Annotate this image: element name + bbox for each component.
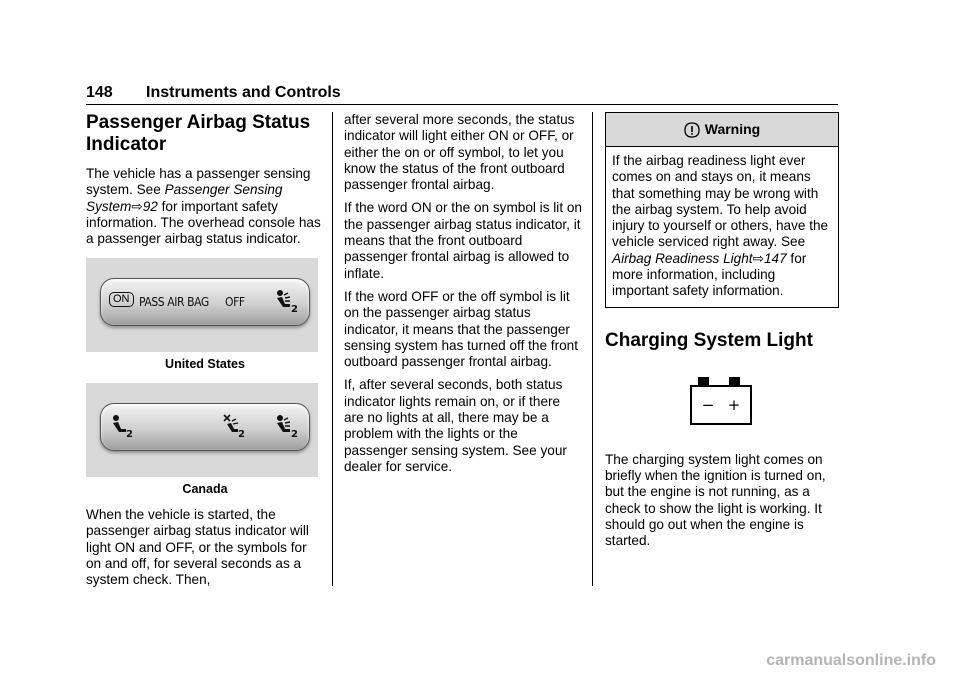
warning-header (606, 113, 838, 147)
battery-plus: + (727, 395, 741, 414)
svg-text:2: 2 (238, 428, 245, 439)
paragraph-problem: If, after several seconds, both status indicator lights remain on, or if there are no lights at all, there may be a problem with the lights or the passenger sensing system. See your dealer for service. (344, 377, 567, 474)
link-passenger-sensing[interactable]: Passenger Sensing System (86, 182, 283, 214)
canada-indicator-panel (100, 403, 310, 451)
battery-icon (689, 376, 753, 426)
warning-body: If the airbag readiness light ever comes on and stays on, it means that something may be wrong with the airbag system. To help avoid injury to yourself or others, have the vehicle serviced right away. See Airbag Readiness Light⇨147 for more information, including important safety information. (612, 153, 829, 299)
intro-paragraph: The vehicle has a passenger sensing system. See Passenger Sensing System⇨92 for important safety information. The overhead console has a passenger airbag status indicator. (86, 166, 321, 247)
airbag-off-crossed-icon (221, 413, 247, 439)
figure-canada-indicator (86, 383, 318, 477)
page-ref[interactable]: 147 (763, 250, 787, 266)
airbag-on-icon (273, 413, 299, 439)
system-check-paragraph: When the vehicle is started, the passenger airbag status indicator will light ON and OFF, or the symbols for on and off, for several seconds as a system check. Then, (86, 507, 309, 588)
page-ref-icon: ⇨ (752, 250, 764, 266)
battery-minus: − (701, 395, 715, 414)
svg-text:2: 2 (126, 428, 133, 439)
svg-text:2: 2 (291, 304, 298, 315)
airbag-off-icon (273, 288, 299, 314)
passenger-seat-icon (109, 413, 135, 439)
section-title: Instruments and Controls (146, 84, 341, 101)
watermark: carmanualsonline.info (766, 652, 936, 669)
warning-box (605, 112, 839, 308)
column-2 (344, 112, 582, 482)
column-divider-2 (592, 112, 593, 586)
column-1 (86, 112, 324, 596)
section-heading-charging: Charging System Light (605, 329, 813, 351)
page-number: 148 (86, 84, 113, 101)
pass-airbag-label: PASS AIR BAG (139, 295, 209, 310)
page-ref[interactable]: 92 (142, 198, 158, 214)
paragraph-on: If the word ON or the on symbol is lit on the passenger airbag status indicator, it means that the front outboard passenger frontal airbag is allowed to inflate. (344, 200, 582, 281)
us-indicator-panel (100, 278, 310, 326)
paragraph-off: If the word OFF or the off symbol is lit on the passenger airbag status indicator, it means that the passenger sensing system has turned off the front outboard passenger frontal airbag. (344, 288, 578, 370)
page-header (86, 82, 838, 105)
column-3 (605, 112, 839, 556)
svg-text:2: 2 (291, 428, 298, 439)
caption-us: United States (165, 357, 245, 372)
warning-icon (684, 122, 700, 138)
paragraph-status: after several more seconds, the status indicator will light either ON or OFF, or either the on or off symbol, to let you know the status of the front outboard passenger frontal airbag. (344, 112, 575, 193)
caption-canada: Canada (182, 481, 228, 496)
off-label: OFF (225, 295, 245, 310)
section-heading-airbag: Passenger Airbag Status Indicator (86, 112, 311, 155)
link-airbag-readiness[interactable]: Airbag Readiness Light (612, 250, 753, 266)
page-ref-icon: ⇨ (131, 198, 143, 214)
on-label: ON (109, 292, 134, 307)
column-divider-1 (332, 112, 333, 586)
charging-paragraph: The charging system light comes on briefly when the ignition is turned on, but the engine is not running, as a check to show the light is working. It should go out when the engine is started. (605, 451, 826, 549)
warning-title: Warning (704, 121, 761, 138)
figure-us-indicator (86, 258, 318, 352)
